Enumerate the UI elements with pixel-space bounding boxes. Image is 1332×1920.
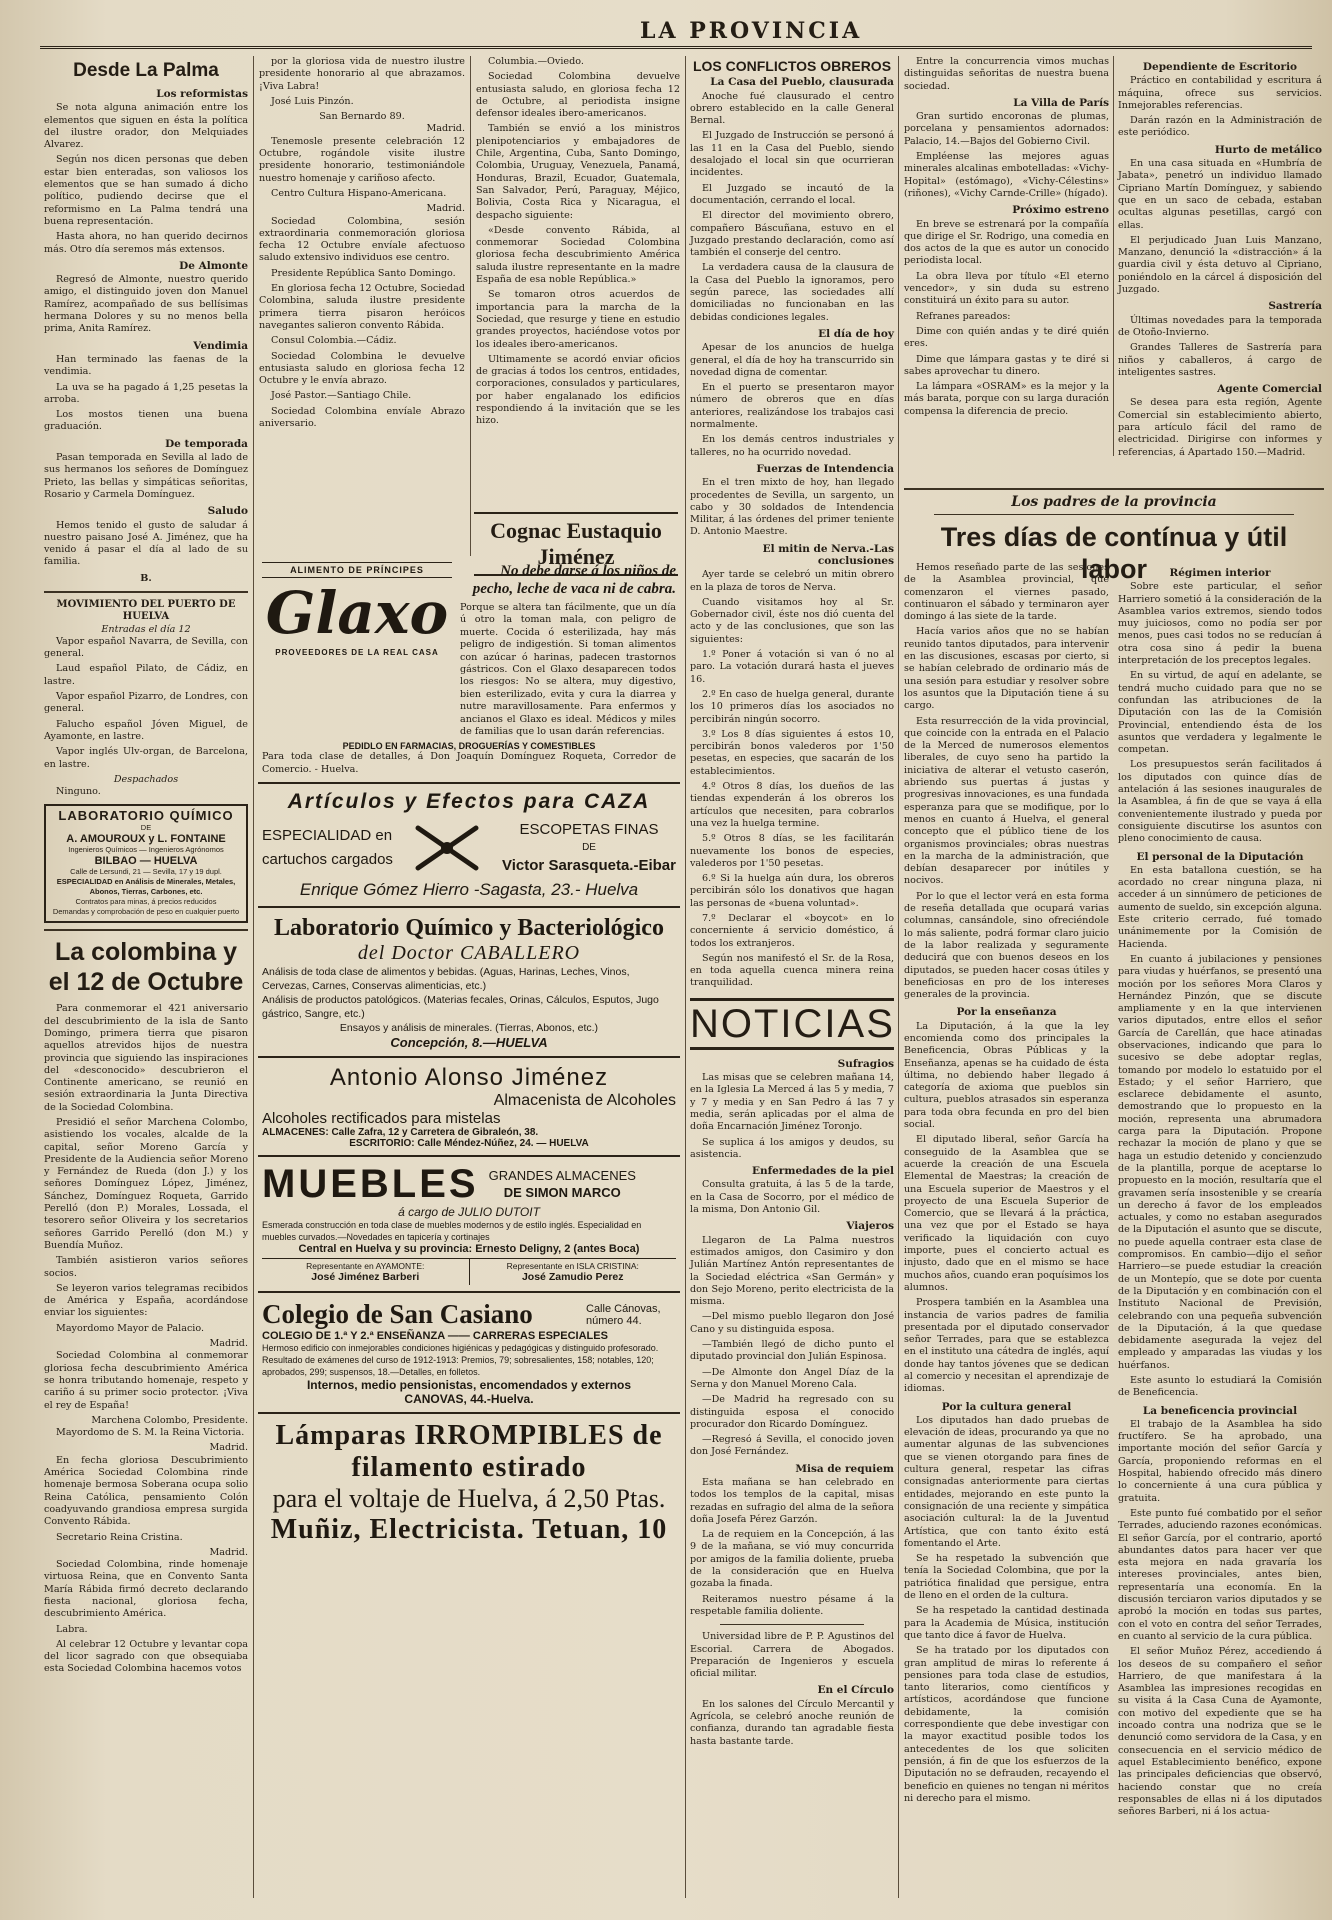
paragraph: Esta mañana se han celebrado en todos los templos de la capital, misas rezadas en sufragio del alma de la señora doña Josefa Pérez Garzón.: [690, 1476, 894, 1525]
column-rule: [470, 56, 471, 556]
glaxo-wordmark: Glaxo: [265, 579, 449, 647]
paragraph: —También llegó de dicho punto el diputado provincial don Julián Espinosa.: [690, 1339, 894, 1363]
muebles-text: GRANDES ALMACENES: [488, 1168, 636, 1184]
place-label: Madrid.: [426, 203, 465, 215]
lamp-text: Muñiz, Electricista. Tetuan, 10: [270, 1514, 668, 1546]
paragraph: Los diputados han dado pruebas de elevación de ideas, procurando ya que no aumentar algunas de las subvenciones que se vienen otorgando para fines de cultura general, respetar las cifras consignadas anteriormente para ciertas entidades, mejorando en este punto la consignación de una reciente y simpática asociación cultural: la de la Juventud Artística, que con tanto éxito está fomentando el Arte.: [904, 1414, 1109, 1549]
paragraph: Apesar de los anuncios de huelga general, el día de hoy ha transcurrido sin novedad digna de comentar.: [690, 342, 894, 378]
paragraph: Entre la concurrencia vimos muchas distinguidas señoritas de nuestra buena sociedad.: [904, 56, 1109, 92]
colegio-text: Hermoso edificio con inmejorables condiciones higiénicas y pedagógicas y distinguido profesorado.: [262, 1343, 659, 1354]
place-label: Madrid.: [209, 1546, 248, 1558]
section-subhead: Saludo: [207, 505, 248, 518]
lab-address: Concepción, 8.—HUELVA: [390, 1035, 548, 1051]
newspaper-title: LA PROVINCIA: [640, 18, 863, 44]
paragraph: Según nos dicen personas que deben estar bien enteradas, son valiosos los elementos que se han sumado á dicho político, pudiendo decirse que el reformismo en La Palma tendrá una buena representación.: [44, 154, 248, 227]
paragraph: Hemos tenido el gusto de saludar á nuestro paisano José A. Jiménez, que ha venido á pasar el día al lado de su familia.: [44, 519, 248, 568]
caza-text: DE: [582, 842, 596, 854]
paragraph: Presidente República Santo Domingo.: [271, 267, 456, 279]
paragraph: Ninguno.: [56, 786, 101, 798]
cognac-ad: Cognac Eustaquio Jiménez: [474, 512, 678, 576]
paragraph: Presidió el señor Marchena Colombo, asistiendo los vocales, alcalde de la capital, señor Moreno García y Presidente de la Audiencia señor Moreno y Fernández de Rueda (don J.) y los señores Domínguez López, Jiménez, Sánchez, Domínguez Roqueta, Garrido Perelló (don P.) Morales, Lossada, el tesorero señor Oliveira y los secretarios señores Garrido Perelló (don M.) y Buendía Muñoz.: [44, 1117, 248, 1251]
ad-text: DE: [140, 822, 152, 832]
paragraph: Sociedad Colombina, rinde homenaje virtuosa Reina, que en Convento Santa María Rábida firmó decreto declarando fiesta nacional, gloriosa fecha, descubrimiento América.: [44, 1559, 248, 1620]
paragraph: 3.º Los 8 días siguientes á estos 10, percibirán bonos valederos por 1'50 pesetas, en especies, que sacarán de los establecimientos.: [690, 728, 894, 777]
paragraph: Mayordomo de S. M. la Reina Victoria.: [56, 1427, 245, 1439]
paragraph: Sobre este particular, el señor Harriero sometió á la consideración de la Asamblea varios extremos, siendo todos muy juiciosos, como no podía ser por menos, pues casi todos no se reducían á otra cosa sino á pedir la buena interpretación de los preceptos legales.: [1118, 581, 1322, 667]
caza-title: Artículos y Efectos para CAZA: [287, 790, 651, 814]
column-rule: [898, 56, 899, 1898]
paragraph: En cuanto á jubilaciones y pensiones para viudas y huérfanos, se presentó una moción por los señores Mora Claros y Hernández Pinzón, que se discute ampliamente y en la que intervienen varios diputados, entre ellos el señor García de Carellán, que hace atinadas observaciones, indicando que para lo sucesivo se debe adoptar reglas, tomando por modelo lo estatuido por el Estado; y el señor Harriero, que esclarece debidamente el asunto, demostrando que lo propuesto en la moción, representa una abrumadora carga para la Diputación. Propone rechazar la moción de plano y que se haga un estudio detenido y concienzudo de la plantilla, porque de aceptarse lo propuesto en la moción, resultaría que el gravamen sería insostenible y se crearía un derecho á favor de los empleados actuales, y como no estaban asegurados de la Diputación el asunto que se discute, no puede aquella contraer esta clase de compromisos. En cambio—dijo el señor Harriero—se puede estudiar la creación de un Montepío, que se dote por cuenta de la Diputación y en combinación con el Instituto Nacional de Previsión, celebrando con una pequeña subvención de la Diputación, á la que quedase debidamente asegurada la vejez del empleado y amparadas las viudas y los huérfanos.: [1118, 953, 1322, 1371]
paragraph: Empléense las mejores aguas minerales alcalinas embotelladas: «Vichy-Hopital» (estómago), «Vichy-Célestins» (riñones), «Vichy Carnde-Crille» (hígado).: [904, 151, 1109, 199]
muebles-representative: Representante en AYAMONTE: José Jiménez Barberi: [306, 1261, 425, 1284]
paragraph: También se envió a los ministros plenipotenciarios y embajadores de Chile, Argentina, Cuba, Santo Domingo, Colombia, Uruguay, Venezuela, Panamá, Honduras, Brazil, Ecuador, Guatemala, San Salvador, Perú, Paraguay, Méjico, Bolivia, Costa Rica y Nicaragua, el despacho siguiente:: [476, 123, 680, 221]
paragraph: Sociedad Colombina al conmemorar gloriosa fecha descubrimiento América se honra tributando homenaje, respeto y cariño á su primer socio protector. ¡Viva el rey de España!: [44, 1350, 248, 1411]
paragraph: Universidad libre de P. P. Agustinos del Escorial. Carrera de Abogados. Preparación de Ingenieros y escuela oficial militar.: [690, 1631, 894, 1680]
section-subhead: Viajeros: [846, 1220, 894, 1233]
paragraph: Este punto fué combatido por el señor Terrades, aduciendo razones económicas. El señor García, por el contrario, aportó abundantes datos para hacer ver que esta mejora en nada gravaría los intereses provinciales, antes bien, representaría una economía. En la discusión terciaron varios diputados y se aprobó la moción en todas sus partes, con el voto en contra del señor Terrades, en cuanto al servicio de la cura pública.: [1118, 1507, 1322, 1642]
paragraph: Tenemosle presente celebración 12 Octubre, rogándole visite ilustre presidente honorario, testimoniándole nuestro homenaje y cariñoso afecto.: [259, 135, 465, 184]
alcohol-ad: [258, 1058, 680, 1157]
colegio-name: Colegio de San Casiano: [262, 1299, 533, 1330]
paragraph: Ultimamente se acordó enviar oficios de gracias á todos los centros, entidades, corporaciones, consulados y particulares, por haber engalanado los edificios respondiendo á la invitación que se les hizo.: [476, 353, 680, 427]
paragraph: —De Almonte don Angel Díaz de la Serna y don Manuel Moreno Cala.: [690, 1366, 894, 1390]
muebles-representative: Representante en ISLA CRISTINA: José Zamudio Perez: [469, 1259, 677, 1285]
paragraph: También asistieron varios señores socios.: [44, 1255, 248, 1279]
lab-line: Análisis de toda clase de alimentos y bebidas. (Aguas, Harinas, Leches, Vinos, Cervezas, Carnes, Conservas alimenticias, etc.): [262, 966, 630, 993]
column-5-lower: [904, 562, 1109, 1898]
colegio-text: Internos, medio pensionistas, encomendados y externos: [306, 1378, 632, 1393]
paragraph: Darán razón en la Administración de este periódico.: [1118, 115, 1322, 139]
ads-panel: [258, 556, 680, 1898]
paragraph: 5.º Otros 8 días, se les facilitarán nuevamente los bonos de especies, valederos por 1'50 pesetas.: [690, 833, 894, 869]
muebles-central: Central en Huelva y su provincia: Ernesto Deligny, 2 (antes Boca): [298, 1243, 640, 1256]
alcohol-ad-line: ALMACENES: Calle Zafra, 12 y Carretera de Gibraleón, 38.: [262, 1127, 539, 1139]
lamp-text: para el voltaje de Huelva, á 2,50 Ptas.: [272, 1484, 666, 1514]
paragraph: 1.º Poner á votación si van ó no al paro. La votación durará hasta el jueves 16.: [690, 649, 894, 685]
column-rule: [1113, 56, 1114, 456]
column-4: [690, 56, 894, 1898]
column-6: [1118, 56, 1322, 482]
alcohol-ad-name: Antonio Alonso Jiménez: [329, 1064, 609, 1092]
paragraph: Los presupuestos serán facilitados á los diputados con quince días de antelación á las sesiones inaugurales de la Asamblea, á fin de que se vaya á ella convenientemente ilustrado y pueda por consiguiente discutirse los asuntos con pleno conocimiento de causa.: [1118, 759, 1322, 845]
paragraph: En su virtud, de aquí en adelante, se tendrá mucho cuidado para que no se confundan las atribuciones de la Diputación con las de la Comisión Provincial, entendiendo ésta de los asuntos que verdadera y legalmente le competan.: [1118, 670, 1322, 756]
alcohol-ad-line: ESCRITORIO: Calle Méndez-Núñez, 24. — HUELVA: [349, 1138, 589, 1150]
paragraph: Sociedad Colombina devuelve entusiasta saludo, en gloriosa fecha 12 de Octubre, al periodista insigne defensor ideales ibero-americanos.: [476, 71, 680, 120]
paragraph: Secretario Reina Cristina.: [56, 1531, 183, 1543]
paragraph: Esta resurrección de la vida provincial, que coincide con la entrada en el Palacio de la Merced de numerosos elementos liberales, de cuyo seno ha partido la iniciativa de alterar el vetusto caserón, abriendo sus puertas á justas y progresivas innovaciones, es una fundada esperanza para que se modifique, por lo menos en cuanto á Huelva, el general concepto que el público tiene de los organismos provinciales; obras nuestras en la marcha de la administración, que debían desaparecer por inútiles y nocivos.: [904, 715, 1109, 887]
paragraph: En el puerto se presentaron mayor número de obreros que en días anteriores, realizándose los trabajos casi normalmente.: [690, 382, 894, 431]
port-entry: Vapor español Pizarro, de Londres, con general.: [44, 691, 248, 715]
port-entry: Vapor español Navarra, de Sevilla, con general.: [44, 635, 248, 660]
column-5: [904, 56, 1109, 476]
muebles-manager: á cargo de JULIO DUTOIT: [398, 1205, 540, 1220]
section-subhead: El personal de la Diputación: [1136, 850, 1304, 863]
section-subhead: Hurto de metálico: [1214, 143, 1322, 156]
column-3: [476, 56, 680, 506]
divider: [904, 488, 1324, 490]
paragraph: Labra.: [56, 1623, 88, 1635]
paragraph: Se nota alguna animación entre los elementos que siguen en ésta la política del ilustre orador, don Melquiades Alvarez.: [44, 102, 248, 151]
paragraph: Prospera también en la Asamblea una instancia de varios padres de familia presentada por el diputado conservador señor Terrades, para que se establezca en el instituto una cátedra de inglés, aquí donde hay tantos jóvenes que se dedican al comercio y necesitan el aprendizaje de idiomas.: [904, 1297, 1109, 1395]
paragraph: Se ha respetado la subvención que tenía la Sociedad Colombina, que por la patriótica finalidad que persigue, entra de lleno en el orden de la cultura.: [904, 1553, 1109, 1602]
paragraph: Se ha tratado por los diputados con gran amplitud de miras lo referente á pensiones para toda clase de estudios, tanto literarios, como científicos y artísticos, acordándose que funcione debidamente, la comisión correspondiente que debe investigar con la mayor exactitud posible todos los antecedentes de los que soliciten pensión, á fin de que los esfuerzos de la Diputación no se defrauden, recayendo el beneficio en quienes no tengan ni méritos ni derecho para el mismo.: [904, 1645, 1109, 1804]
caza-text: ESPECIALIDAD en: [262, 827, 393, 845]
glaxo-headline: No debe darse á los niños de pecho, leche de vaca ni de cabra.: [472, 563, 676, 597]
paragraph: En gloriosa fecha 12 Octubre, Sociedad Colombina, saluda ilustre presidente primera tierra pisaron heróicos navegantes salieron convento Rábida.: [259, 283, 465, 331]
section-subhead: La beneficencia provincial: [1142, 1404, 1298, 1417]
section-subhead: Régimen interior: [1169, 567, 1271, 579]
paragraph: En esta batallona cuestión, se ha acordado no crear ninguna plaza, ni acceder á un sinnúmero de peticiones de aumento de sueldo, sin excepción alguna. Este criterio cerrado, fué tomado unánimemente por la Comisión de Hacienda.: [1118, 864, 1322, 950]
dispatched-heading: Despachados: [113, 773, 179, 785]
caza-ad: [258, 784, 680, 908]
glaxo-tagline: ALIMENTO DE PRÍNCIPES: [262, 562, 452, 578]
paragraph: Se leyeron varios telegramas recibidos de América y España, acordándose enviar los siguientes:: [44, 1282, 248, 1319]
paragraph: Regresó de Almonte, nuestro querido amigo, el distinguido joven don Manuel Ramírez, acompañado de sus bellísimas hermana Dolores y su no menos bella prima, Anita Ramírez.: [44, 274, 248, 335]
colegio-text: CANOVAS, 44.-Huelva.: [404, 1392, 534, 1407]
paragraph: La uva se ha pagado á 1,25 pesetas la arroba.: [44, 381, 248, 405]
caza-address: Enrique Gómez Hierro -Sagasta, 23.- Huelva: [299, 880, 639, 900]
ad-names: A. AMOUROUX y L. FONTAINE: [66, 832, 226, 845]
crossed-rifles-icon: [412, 822, 482, 874]
section-subhead: Por la cultura general: [941, 1400, 1072, 1413]
paragraph: Anoche fué clausurado el centro obrero establecido en la calle General Bernal.: [690, 90, 894, 127]
section-subhead: El día de hoy: [818, 327, 894, 340]
section-subhead: De Almonte: [179, 259, 248, 272]
ad-title: LABORATORIO QUÍMICO: [58, 808, 234, 824]
alcohol-ad-sub: Almacenista de Alcoholes: [493, 1092, 676, 1110]
caza-text: Victor Sarasqueta.-Eibar: [502, 857, 676, 875]
divider: [934, 514, 1294, 515]
paragraph: Dime que lámpara gastas y te diré si sabes aprovechar tu dinero.: [904, 353, 1109, 377]
column-1: [44, 56, 248, 1898]
place-label: Madrid.: [209, 1338, 248, 1350]
paragraph: Últimas novedades para la temporada de Otoño-Invierno.: [1118, 314, 1322, 338]
paragraph: La de requiem en la Concepción, á las 9 de la mañana, se vió muy concurrida por amigos de la familia doliente, prueba de la consideración que en Huelva gozaba la finada.: [690, 1529, 894, 1590]
paragraph: —Del mismo pueblo llegaron don José Cano y su distinguida esposa.: [690, 1311, 894, 1335]
glaxo-details: Para toda clase de detalles, á Don Joaquín Domínguez Roqueta, Corredor de Comercio. - Huelva.: [262, 751, 676, 775]
paragraph: Grandes Talleres de Sastrería para niños y caballeros, á cargo de inteligentes sastres.: [1118, 342, 1322, 378]
muebles-ad: [258, 1157, 680, 1293]
alcohol-ad-line: Alcoholes rectificados para mistelas: [262, 1110, 501, 1128]
paragraph: —De Madrid ha regresado con su distinguida esposa el conocido procurador don Ricardo Domínguez.: [690, 1394, 894, 1430]
paragraph: Hemos reseñado parte de las sesiones de la Asamblea provincial, que comenzaron el viernes pasado, continuaron el sábado y terminaron ayer domingo á las siete de la tarde.: [904, 562, 1109, 623]
glaxo-sales: PEDIDLO EN FARMACIAS, DROGUERÍAS Y COMESTIBLES: [342, 741, 596, 752]
section-subhead: La Casa del Pueblo, clausurada: [710, 76, 894, 89]
paragraph: Por lo que el lector verá en esta forma de reseña detallada que ocupará varias columnas, cansándole, sino ofreciéndole lo más saliente, podrá formar claro juicio de la labor realizada y seguramente deducirá que con buenos deseos en los diputados, se pueden hacer cosas útiles y beneficiosas en pro de los intereses generales de la provincia.: [904, 890, 1109, 1001]
section-subhead: Los reformistas: [156, 88, 248, 100]
paragraph: Para conmemorar el 421 aniversario del descubrimiento de la isla de Santo Domingo, primera tierra que pisaron aquellos atrevidos hijos de nuestra provincia que siguiendo las inspiraciones del «desconocido» descubrieron el Continente americano, se reunió en sesión extraordinaria la Junta Directiva de la Sociedad Colombina.: [44, 1003, 248, 1113]
ad-text: Demandas y comprobación de peso en cualquier puerto: [52, 907, 240, 917]
paragraph: Al celebrar 12 Octubre y levantar copa del licor sagrado con que obsequiaba esta Sociedad Colombina hacemos votos: [44, 1638, 248, 1675]
paragraph: Centro Cultura Hispano-Americana.: [271, 187, 447, 199]
paragraph: Hasta ahora, no han querido decirnos más. Otro día seremos más extensos.: [44, 231, 248, 255]
section-subhead: Misa de requiem: [795, 1462, 894, 1475]
lab-subtitle: del Doctor CABALLERO: [357, 942, 581, 965]
paragraph: Consul Colombia.—Cádiz.: [271, 335, 397, 347]
divider: [44, 591, 248, 593]
paragraph: Se tomaron otros acuerdos de importancia para la marcha de la Sociedad, que resurge y tiene en estudio grandes proyectos, haciéndose votos por los ideales ibero-americanos.: [476, 289, 680, 350]
paragraph: Llegaron de La Palma nuestros estimados amigos, don Casimiro y don Julián Martínez Antón representantes de la Sociedad eléctrica «San Germán» y don Sejo Moreno, perito electricista de la misma.: [690, 1234, 894, 1308]
paragraph: El perjudicado Juan Luis Manzano, Manzano, denunció la «distracción» á la guardia civil y ésta detuvo al Cipriano, poniéndolo en la cárcel á disposición del Juzgado.: [1118, 234, 1322, 296]
paragraph: Columbia.—Oviedo.: [488, 56, 584, 67]
paragraph: El trabajo de la Asamblea ha sido fructífero. Se ha aprobado, una importante moción del señor García y García, proponiendo reformas en el Hospital, habiendo ofrecido más dinero lo concerniente á una cura pública y gratuita.: [1118, 1418, 1322, 1504]
paragraph: 6.º Si la huelga aún dura, los obreros percibirán sólo los donativos que hagan las personas de «buena voluntad».: [690, 873, 894, 909]
section-subhead: Enfermedades de la piel: [751, 1165, 894, 1178]
lab-line: Ensayos y análisis de minerales. (Tierras, Abonos, etc.): [339, 1022, 599, 1035]
paragraph: Práctico en contabilidad y escritura á máquina, ofrece sus servicios. Inmejorables referencias.: [1118, 75, 1322, 111]
article-headline: LOS CONFLICTOS OBREROS: [692, 58, 892, 74]
paragraph: Sociedad Colombina le devuelve entusiasta saludo en gloriosa fecha 12 Octubre y le envía abrazo.: [259, 350, 465, 387]
paragraph: Pasan temporada en Sevilla al lado de sus hermanos los señores de Domínguez Prieto, las bellas y simpáticas señoritas, Rosario y Carmela Domínguez.: [44, 452, 248, 500]
paragraph: José Luis Pinzón.: [271, 95, 354, 107]
paragraph: Dime con quién andas y te diré quién eres.: [904, 325, 1109, 350]
paragraph: Según nos manifestó el Sr. de la Rosa, en toda aquella cuenca minera reina tranquilidad.: [690, 952, 894, 989]
paragraph: Mayordomo Mayor de Palacio.: [56, 1322, 205, 1334]
masthead: [40, 18, 1312, 49]
paragraph: En los demás centros industriales y talleres, no ha ocurrido novedad.: [690, 434, 894, 458]
section-subhead: Por la enseñanza: [956, 1006, 1057, 1019]
article-headline: La colombina y el 12 de Octubre: [48, 938, 244, 997]
section-subhead: El mitin de Nerva.-Las conclusiones: [762, 542, 894, 567]
bacteriology-lab-ad: [258, 908, 680, 1058]
ad-cities: BILBAO — HUELVA: [94, 855, 198, 868]
signature: B.: [140, 572, 152, 584]
address: San Bernardo 89.: [319, 111, 405, 123]
paragraph: Ayer tarde se celebró un mitin obrero en la plaza de toros de Nerva.: [690, 569, 894, 593]
ad-text: Contratos para minas, á precios reducidos: [75, 897, 217, 907]
section-subhead: Sastrería: [1268, 300, 1322, 313]
section-subhead: Dependiente de Escritorio: [1142, 61, 1298, 73]
paragraph: Se desea para esta región, Agente Comercial sin establecimiento abierto, para artículo fácil del ramo de electricidad. Dirigirse con informes y referencias, á Apartado 150.—Madrid.: [1118, 397, 1322, 458]
paragraph: En breve se estrenará por la compañía que dirige el Sr. Rodrigo, una comedia en dos actos de la que es autor un conocido periodista local.: [904, 218, 1109, 267]
lamp-text: Lámparas IRROMPIBLES de filamento estirado: [275, 1420, 663, 1484]
paragraph: Sociedad Colombina, sesión extraordinaria conmemoración gloriosa fecha 12 Octubre envíale afectuoso saludo extensivo individuos ese centro.: [259, 215, 465, 264]
paragraph: En fecha gloriosa Descubrimiento América Sociedad Colombina rinde homenaje bermosa Soberana ocupa solio Reina Católica, pensamiento Colón coadyuvando grandiosa empresa surgida Convento Rábida.: [44, 1454, 248, 1528]
place-label: Madrid.: [426, 123, 465, 135]
paragraph: En una casa situada en «Humbría de Jabata», penetró un individuo llamado Cipriano Martín Domínguez, y sabiendo que en un saco de cebada, estaban ocultas algunas pesetillas, cargó con ellas.: [1118, 158, 1322, 231]
paragraph: La lámpara «OSRAM» es la mejor y la más barata, porque con su larga duración compensa la diferencia de precio.: [904, 381, 1109, 417]
lab-title: Laboratorio Químico y Bacteriológico: [274, 915, 664, 942]
paragraph: Han terminado las faenas de la vendimia.: [44, 353, 248, 378]
paragraph: El director del movimiento obrero, compañero Báscuñana, estuvo en el Juzgado prestando declaración, como así también el conserje del centro.: [690, 210, 894, 259]
glaxo-logo: [262, 562, 452, 657]
colegio-address: Calle Cánovas, número 44.: [586, 1302, 661, 1327]
column-2: [259, 56, 465, 546]
lamparas-ad: [258, 1414, 680, 1552]
paragraph: Se ha respetado la cantidad destinada para la Academia de Música, institución que tanto dice á favor de Huelva.: [904, 1605, 1109, 1641]
muebles-text: Esmerada construcción en toda clase de muebles modernos y de estilo inglés. Especialidad en muebles curvados.—Novedades en tapicería y cortinajes: [262, 1220, 642, 1243]
news-section-title: NOTICIAS: [690, 998, 894, 1050]
glaxo-copy: Porque se altera tan fácilmente, que un día ú otro la toman mala, con peligro de muerte. Cocida ó esterilizada, hay más peligro de indigestión. Si toman alimentos con azúcar ó harinas, padecen trastornos gástricos. Con el Glaxo desaparecen todos los riesgos: No se altera, muy digestivo, bien esterilizado, evita y cura la diarrea y nutre maravillosamente. Para enfermos y ancianos el Glaxo es ideal. Médicos y miles de familias que lo usan darán referencias.: [460, 602, 676, 738]
colegio-text: COLEGIO DE 1.ª Y 2.ª ENSEÑANZA —— CARRERAS ESPECIALES: [262, 1330, 608, 1343]
article-headline: Tres días de contínua y útil labor: [940, 522, 1288, 585]
section-subhead: De temporada: [165, 437, 248, 450]
paragraph: Cuando visitamos hoy al Sr. Gobernador civil, éste nos dió cuenta del acto y de las conclusiones, que son las siguientes:: [690, 596, 894, 645]
port-entry: Vapor inglés Ulv-organ, de Barcelona, en lastre.: [44, 746, 248, 770]
paragraph: Sociedad Colombina envíale Abrazo aniversario.: [259, 405, 465, 430]
section-subhead: Fuerzas de Intendencia: [756, 462, 894, 475]
paragraph: 4.º Otros 8 días, los dueños de las tiendas expenderán á los obreros los artículos que necesiten, para cobrarlos una vez la huelga termine.: [690, 781, 894, 829]
paragraph: La verdadera causa de la clausura de la Casa del Pueblo la ignoramos, pero según parece, las sociedades allí domiciliadas no funcionaban en las debidas condiciones legales.: [690, 262, 894, 323]
paragraph: José Pastor.—Santiago Chile.: [271, 390, 412, 402]
port-entry: Laud español Pilato, de Cádiz, en lastre.: [44, 663, 248, 687]
glaxo-maker: PROVEEDORES DE LA REAL CASA: [275, 648, 439, 657]
paragraph: Gran surtido encoronas de plumas, porcelana y pensamientos adornados: Palacio, 14.—Bajos del Gobierno Civil.: [904, 111, 1109, 147]
column-6-lower: [1118, 562, 1322, 1898]
muebles-text: DE SIMON MARCO: [503, 1185, 621, 1201]
section-subhead: Vendimia: [193, 339, 248, 352]
ad-text: Ingenieros Químicos — Ingenieros Agrónomos: [68, 845, 224, 855]
paragraph: Este asunto lo estudiará la Comisión de Beneficencia.: [1118, 1375, 1322, 1399]
paragraph: En los salones del Círculo Mercantil y Agrícola, se celebró anoche reunión de confianza, durando tan agradable fiesta hasta bastante tarde.: [690, 1698, 894, 1747]
section-subhead: En el Círculo: [817, 1684, 894, 1697]
column-rule: [253, 56, 254, 1898]
colegio-text: Resultado de exámenes del curso de 1912-1913: Premios, 79; sobresalientes, 158; notables, 120; aprobados, 299; suspensos, 18.—Detalles, en folletos.: [262, 1355, 654, 1378]
ad-text: ESPECIALIDAD en Análisis de Minerales, Metales, Abonos, Tierras, Carbones, etc.: [56, 877, 236, 897]
port-entry: Falucho español Jóven Miguel, de Ayamonte, en lastre.: [44, 718, 248, 742]
paragraph: —Regresó á Sevilla, el conocido joven don José Fernández.: [690, 1434, 894, 1458]
paragraph: La Diputación, á la que la ley encomienda como dos principales la Beneficencia, Obras Públicas y la Enseñanza, apenas se ha cuidado de ésta última, no debiendo haber llegado á categoría de axioma que pueblos sin cultura, pueblos atrasados sin esperanza para toda obra fecunda en pro del bien social.: [904, 1020, 1109, 1131]
paragraph: Los mostos tienen una buena graduación.: [44, 409, 248, 433]
glaxo-ad: [258, 556, 680, 784]
ad-text: Calle de Lersundi, 21 — Sevilla, 17 y 19 dupl.: [70, 867, 222, 877]
column-rule: [685, 56, 686, 1898]
paragraph: Las misas que se celebren mañana 14, en la Iglesia La Merced á las 5 y media, 7 y 7 y media y en San Pedro á las 7 y media, serán aplicadas por el alma de doña Encarnación Jiménez Toronjo.: [690, 1072, 894, 1133]
port-movement-subtitle: Entradas el día 12: [101, 623, 191, 635]
lab-line: Análisis de productos patológicos. (Materias fecales, Orinas, Cálculos, Esputos, Jugo gástrico, Sangre, etc.): [262, 994, 659, 1021]
paragraph: Refranes pareados:: [916, 310, 1011, 322]
divider: [720, 1624, 864, 1625]
section-subhead: La Villa de París: [1013, 96, 1109, 109]
paragraph: El diputado liberal, señor García ha conseguido de la Asamblea que se acuerde la creación de una Escuela Elemental de Maestras; la creación de una Escuela superior de Maestros y el proyecto de una Escuela Superior de Comercio, que se llevará á la práctica, una vez que por el Estado se haya verificado la liquidación con cuyo importe, pues el concierto actual es injusto, dado que en el mismo se hace muchos años, cuando eran poquísimos los alumnos.: [904, 1134, 1109, 1293]
paragraph: 2.º En caso de huelga general, durante los 10 primeros días los asociados no percibirán ningún socorro.: [690, 688, 894, 725]
paragraph: En el tren mixto de hoy, han llegado procedentes de Sevilla, un sargento, un cabo y 30 soldados de Intendencia Militar, á las órdenes del primer teniente D. Antonio Maestre.: [690, 477, 894, 538]
section-subhead: Agente Comercial: [1217, 383, 1322, 396]
place-label: Madrid.: [209, 1442, 248, 1454]
paragraph: El señor Muñoz Pérez, accediendo á los deseos de su compañero el señor Harriero, de que manifestara á la Asamblea las impresiones recogidas en su visita á la Casa Cuna de Ayamonte, con motivo del expediente que se ha incoado contra una nodriza que se le denunció como servidora de la Casa, y en consecuencia en el servicio médico de aquel Establecimiento benéfico, expone las principales deficiencias que observó, haciendo constar que no creía responsables de ellas ni á los diputados señores Barberi, ni á los actua-: [1118, 1646, 1322, 1818]
laboratory-ad: [44, 804, 248, 923]
muebles-word: MUEBLES: [262, 1162, 479, 1207]
section-subhead: Próximo estreno: [1012, 204, 1109, 217]
paragraph: La obra lleva por título «El eterno vencedor», y sin duda su estreno constituirá un éxito para su autor.: [904, 270, 1109, 307]
caza-text: ESCOPETAS FINAS: [519, 821, 659, 839]
paragraph: Hacía varios años que no se habían reunido tantos diputados, para intervenir en las discusiones, escasas por cierto, si se habían celebrado de ordinario más de una sesión para estudiar y resolver sobre los asuntos que la Diputación tiene á su cargo.: [904, 626, 1109, 712]
signature: Marchena Colombo, Presidente.: [91, 1414, 248, 1426]
paragraph: El Juzgado se incautó de la documentación, cerrando el local.: [690, 182, 894, 206]
colegio-ad: [258, 1293, 680, 1414]
port-movement-title: MOVIMIENTO DEL PUERTO DE HUELVA: [56, 598, 236, 623]
article-kicker: Los padres de la provincia: [1011, 494, 1217, 510]
section-subhead: Sufragios: [837, 1057, 894, 1070]
paragraph: Se suplica á los amigos y deudos, su asistencia.: [690, 1136, 894, 1160]
paragraph: «Desde convento Rábida, al conmemorar Sociedad Colombina gloriosa fecha descubrimiento América saluda ilustre representante en la madre España de esa noble República.»: [476, 224, 680, 286]
divider: [44, 929, 248, 931]
article-headline: Desde La Palma: [73, 60, 219, 81]
paragraph: El Juzgado de Instrucción se personó á las 11 en la Casa del Pueblo, siendo desalojado el local sin que ocurrieran incidentes.: [690, 130, 894, 179]
paragraph: Reiteramos nuestro pésame á la respetable familia doliente.: [690, 1593, 894, 1617]
paragraph: 7.º Declarar el «boycot» en lo concerniente á servicio doméstico, á todos los extranjeros.: [690, 913, 894, 949]
paragraph: Consulta gratuita, á las 5 de la tarde, en la Casa de Socorro, por el médico de la misma, Don Antonio Gil.: [690, 1179, 894, 1216]
caza-text: cartuchos cargados: [262, 851, 393, 869]
paragraph: por la gloriosa vida de nuestro ilustre presidente honorario al que abrazamos. ¡Viva Labra!: [259, 56, 465, 92]
